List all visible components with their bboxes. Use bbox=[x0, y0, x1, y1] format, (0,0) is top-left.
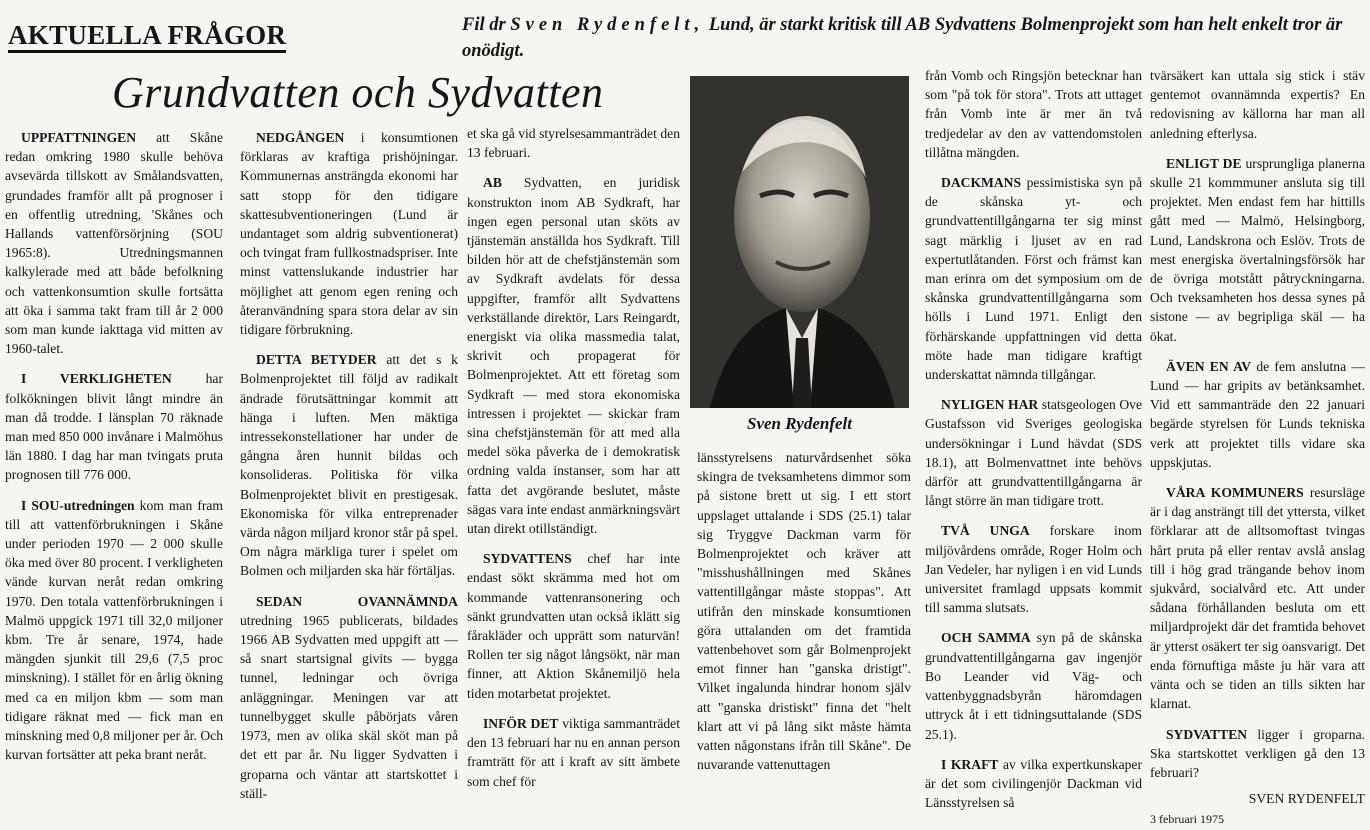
paragraph bbox=[697, 448, 911, 774]
paragraph-text: pessimistiska syn på de skånska yt- och grundvattentillgångarna ter sig minst sagt märklig i ljuset av en rad expertutlåtanden. Först och främst kan man erinra om det symposium om de skånska grundvattentillgångarna som hölls i Lund 1971. Enligt den förhärskande uppfattningen vid detta möte hade man tidigare kraftigt underskattat nämnda tillgångar. bbox=[925, 175, 1142, 383]
deck-prefix: Fil dr bbox=[462, 15, 506, 35]
paragraph-lead: SYDVATTEN bbox=[1166, 726, 1248, 742]
paragraph bbox=[925, 755, 1142, 813]
paragraph-lead: SYDVATTENS bbox=[483, 551, 572, 567]
paragraph-text: de fem anslutna — Lund — har gripits av betänksamhet. Vid ett sammanträde den 22 januari begärde styrelsen för Lunds tekniska verk att projektet tills vidare ska uppskjutas. bbox=[1150, 358, 1365, 470]
paragraph bbox=[240, 592, 458, 803]
paragraph-lead: SEDAN OVANNÄMNDA bbox=[256, 593, 458, 609]
paragraph bbox=[925, 628, 1142, 743]
paragraph bbox=[925, 521, 1142, 617]
paragraph-text: viktiga sammanträdet den 13 februari har nu en annan person framträtt för att i kraft av sitt ämbete som chef för bbox=[467, 715, 680, 789]
paragraph-lead: I KRAFT bbox=[941, 756, 999, 772]
article-column-2 bbox=[240, 128, 458, 814]
article-column-4 bbox=[697, 448, 911, 785]
photo-caption: Sven Rydenfelt bbox=[747, 414, 852, 433]
paragraph-text: av vilka expertkunskaper är det som civilingenjör Dackman vid Länsstyrelsen så bbox=[925, 756, 1142, 811]
paragraph-lead: INFÖR DET bbox=[483, 715, 559, 731]
paragraph bbox=[467, 124, 680, 162]
paragraph-lead: I VERKLIGHETEN bbox=[21, 371, 172, 387]
paragraph bbox=[5, 128, 223, 358]
article-column-1 bbox=[5, 128, 223, 776]
deck-text: Lund, är starkt kritisk till AB Sydvattens Bolmenprojekt som han helt enkelt tror är onödigt. bbox=[462, 15, 1343, 61]
article-deck bbox=[462, 12, 1362, 64]
paragraph-text: kom man fram till att vattenförbrukningen i Skåne under perioden 1970 — 2 000 skulle öka med över 80 procent. I verkligheten vände kurvan neråt redan omkring 1970. Den totala vattenförbrukningen i Malmö uppgick 1971 till 32,0 miljoner kbm. Tre år senare, 1974, hade mängden sjunkit till 29,6 (7,5 proc minskning). I stället för en årlig ökning med ca en miljon kbm — som man tidigare räknat med — fick man en minskning med 0,8 miljoner per år. Och kurvan fortsätter att peka brant neråt. bbox=[5, 497, 223, 763]
article-headline: Grundvatten och Sydvatten bbox=[112, 68, 604, 117]
paragraph bbox=[1150, 357, 1365, 472]
paragraph-lead: TVÅ UNGA bbox=[941, 523, 1030, 539]
paragraph-lead: I SOU-utredningen bbox=[21, 497, 135, 513]
paragraph bbox=[467, 549, 680, 703]
paragraph-text: länsstyrelsens naturvårdsenhet söka skingra de tveksamhetens dimmor som på sistone brett ut sig. I ett stort uppslaget uttalande i SDS (25.1) talar sig Tryggve Dackman varm för Bolmenprojektet och kräver att "misshushållningen med Skånes vattentillgångar måste stoppas". Att utifrån den minskade konsumtionen göra uttalanden om det framtida vattenbehovet som går Bolmenprojekt emot finner han "ganska dristigt". Vilket ingalunda hindrar honom själv att "ganska dristiskt" finna det "helt klart att vi på lång sikt måste hämta vatten någonstans ifrån till Skåne". De nuvarande vattenuttagen bbox=[697, 450, 911, 773]
paragraph-text: tvärsäkert kan uttala sig stick i stäv gentemot ovannämnda expertis? En redovisning av källorna har man all anledning efterlysa. bbox=[1150, 68, 1365, 141]
dateline: 3 februari 1975 bbox=[1150, 812, 1224, 827]
paragraph-text: utredning 1965 publicerats, bildades 1966 AB Sydvatten med uppgift att — så snart startsignal givits — bygga tunnel, ledningar och övriga anläggningar. Meningen var att tunnelbygget skulle påbörjats våren 1973, men av olika skäl sköt man på det ett par år. Nu ligger Sydvatten i groparna och väntar att startskottet i ställ- bbox=[240, 612, 458, 801]
paragraph-text: att det s k Bolmenprojektet till följd av radikalt ändrade förutsättningar kommit att hänga i luften. Men mäktiga intressekonstellationer har under de gångna åren hunnit bildas och konsolideras. Politiska för vilka Bolmenprojektet blivit en prestigesak. Ekonomiska för vilka entreprenader värda någon miljard kronor står på spel. Om några märkliga turer i spelet om Bolmen och miljarden ska här förtäljas. bbox=[240, 352, 458, 579]
paragraph-text: från Vomb och Ringsjön betecknar han som "på tok för stora". Trots att uttaget från Vomb inte är mer än två tredjedelar av den av vattendomstolen tillåtna mängden. bbox=[925, 68, 1142, 160]
paragraph-lead: UPPFATTNINGEN bbox=[21, 130, 137, 145]
paragraph-lead: ENLIGT DE bbox=[1166, 155, 1242, 171]
paragraph-text: statsgeologen Ove Gustafsson vid Sveriges geologiska undersökningar i Lund hävdat (SDS 18.1), att Bolmenvattnet inte behövs därför att grundvattentillgångarna är långt större än man tidigare trott. bbox=[925, 397, 1142, 509]
paragraph bbox=[925, 66, 1142, 162]
paragraph-text: chef har inte endast sökt skrämma med hot om kommande vattenransonering och sänkt grundvatten utan också iklätt sig fårakläder och upprätt som naturvän! Rollen ter sig något långsökt, när man finner, att Aktion Skånemiljö hela tiden motarbetat projektet. bbox=[467, 551, 680, 701]
paragraph bbox=[1150, 725, 1365, 783]
author-signature: SVEN RYDENFELT bbox=[1248, 791, 1365, 807]
paragraph-text: ligger i groparna. Ska startskottet verkligen gå den 13 februari? bbox=[1150, 726, 1365, 780]
article-column-6 bbox=[1150, 66, 1365, 830]
paragraph-text: Sydvatten, en juridisk konstrukton inom AB Sydkraft, har ingen egen personal utan sköts av tjänstemän anställda hos Sydkraft. Till bilden hör att de chefstjänstemän som av Sydkraft avdelats för dessa uppgifter, framför allt Sydvattens verkställande direktör, Lars Reingardt, energiskt via olika massmedia talat, skrivit och propagerat för Bolmenprojektet. Att ett företag som Sydkraft — med stora ekonomiska intressen i projektet — skickar fram sina chefstjänstemän för att med alla medel söka påverka de i demokratisk ordning valda instanser, som har att fatta det avgörande beslutet, måste sägas vara inte endast anmärkningsvärt utan direkt otillständigt. bbox=[467, 175, 680, 537]
paragraph-text: syn på de skånska grundvattentillgångarna gav ingenjör Bo Leander vid Väg- och vattenbyggnadsbyrån häromdagen uttryck åt i ett tidningsuttalande (SDS 25.1). bbox=[925, 630, 1143, 742]
deck-author-name: Sven Rydenfelt, bbox=[510, 15, 705, 35]
paragraph-lead: AB bbox=[483, 175, 502, 191]
paragraph-lead: NYLIGEN HAR bbox=[941, 397, 1039, 413]
paragraph-text: i konsumtionen förklaras av kraftiga prishöjningar. Kommunernas ansträngda ekonomi har satt stopp för den tidigare skattesubventioneringen (Lund är undantaget som aldrig subventionerat) och tvingat fram fullkostnadspriser. Inte minst vattenslukande industrier har möjlighet att genom egen rening och återanvändning spara stora delar av sin tidigare förbrukning. bbox=[240, 130, 458, 338]
paragraph bbox=[1150, 66, 1365, 143]
paragraph bbox=[240, 350, 458, 580]
paragraph-text: har folkökningen blivit långt mindre än man då trodde. I länsplan 70 räknade man med 850 000 invånare i Malmöhus län 1880. I dag har man tvingats pruta prognosen till 776 000. bbox=[5, 371, 223, 483]
paragraph bbox=[1150, 483, 1365, 713]
article-column-3 bbox=[467, 124, 680, 802]
paragraph-text: resursläge är i dag ansträngt till det yttersta, vilket förklarar att de alltsomoftast tvingas hårt pruta på eller rentav avslå anslag till i hög grad trängande behov inom sjukvård, socialvård etc. Att under sådana förhållanden besluta om ett miljardprojekt där det framtida behovet är ytterst osäkert ter sig oansvarigt. Det enda förnuftiga måste ju här vara att vänta och se tiden an tills sikten har klarnat. bbox=[1150, 485, 1365, 712]
paragraph-lead: DETTA BETYDER bbox=[256, 352, 377, 368]
article-column-5 bbox=[925, 66, 1142, 823]
paragraph-text: et ska gå vid styrelsesammanträdet den 13 februari. bbox=[467, 126, 680, 161]
paragraph-text: ursprungliga planerna skulle 21 kommmuner ansluta sig till projektet. Men endast fem har hittills gått med — Malmö, Helsingborg, Lund, Landskrona och Eslöv. Trots de mest energiska övertalningsförsök har de övriga motstått påtryckningarna. Och tveksamheten hos dessa synes på sistone — av begripliga skäl — ha ökat. bbox=[1150, 155, 1365, 344]
paragraph-text: forskare inom miljövårdens område, Roger Holm och Jan Vedeler, har nyligen i en vid Lunds universitet framlagd uppsats kommit till samma slutsats. bbox=[925, 523, 1142, 616]
paragraph-lead: VÅRA KOMMUNERS bbox=[1166, 485, 1304, 501]
paragraph bbox=[5, 496, 223, 765]
paragraph bbox=[925, 395, 1142, 510]
portrait-image bbox=[690, 76, 909, 408]
paragraph-text: att Skåne redan omkring 1980 skulle behöva avsevärda tillskott av Smålandsvatten, grundades framför allt på prognoser i en offentlig utredning, 'Skånes och Hallands vattenförsörjning (SOU 1965:8). Utredningsmannen kalkylerade med att både befolkning och vattenkonsumtion skulle fortsätta att öka i samma takt fram till år 2 000 som man kunde iakttaga vid mitten av 1960-talet. bbox=[5, 130, 223, 357]
paragraph bbox=[467, 714, 680, 791]
paragraph-lead: NEDGÅNGEN bbox=[256, 130, 345, 145]
paragraph bbox=[5, 369, 223, 484]
paragraph-lead: ÄVEN EN AV bbox=[1166, 358, 1252, 374]
author-photo bbox=[690, 76, 909, 408]
paragraph bbox=[467, 173, 680, 538]
paragraph-lead: DACKMANS bbox=[941, 175, 1022, 191]
paragraph bbox=[1150, 154, 1365, 346]
paragraph bbox=[240, 128, 458, 339]
section-kicker: AKTUELLA FRÅGOR bbox=[8, 20, 286, 53]
paragraph bbox=[925, 173, 1142, 384]
paragraph-lead: OCH SAMMA bbox=[941, 630, 1031, 646]
